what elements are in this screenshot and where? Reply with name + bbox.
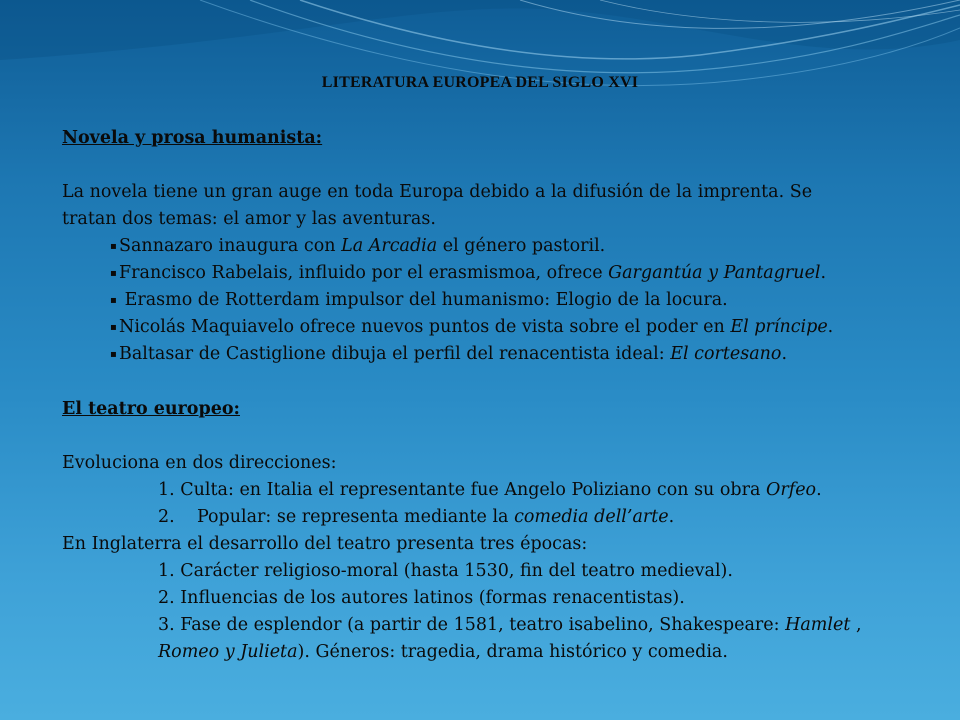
teatro-intro: Evoluciona en dos direcciones: xyxy=(62,453,337,473)
direction-item: 2. Popular: se representa mediante la comedia dell’arte. xyxy=(158,507,675,527)
square-bullet-icon: ▪ xyxy=(110,322,117,333)
square-bullet-icon: ▪ xyxy=(110,349,117,360)
heading-novela: Novela y prosa humanista: xyxy=(62,128,323,148)
epoca-item: 2. Influencias de los autores latinos (formas renacentistas). xyxy=(158,588,685,608)
epoca-item-continued: Romeo y Julieta). Géneros: tragedia, drama histórico y comedia. xyxy=(158,642,728,662)
bullet-item: ▪ Nicolás Maquiavelo ofrece nuevos puntos de vista sobre el poder en El príncipe. xyxy=(110,317,834,337)
bullet-item: ▪ Erasmo de Rotterdam impulsor del humanismo: Elogio de la locura. xyxy=(110,290,728,310)
square-bullet-icon: ▪ xyxy=(110,268,117,279)
bullet-item: ▪ Baltasar de Castiglione dibuja el perfil del renacentista ideal: El cortesano. xyxy=(110,344,788,364)
square-bullet-icon: ▪ xyxy=(110,295,117,306)
slide-title: LITERATURA EUROPEA DEL SIGLO XVI xyxy=(321,74,639,91)
novela-intro-line-2: tratan dos temas: el amor y las aventuras. xyxy=(62,209,436,229)
square-bullet-icon: ▪ xyxy=(110,241,117,252)
epoca-item: 3. Fase de esplendor (a partir de 1581, teatro isabelino, Shakespeare: Hamlet , xyxy=(158,615,862,635)
direction-item: 1. Culta: en Italia el representante fue Angelo Poliziano con su obra Orfeo. xyxy=(158,480,822,500)
bullet-item: ▪ Francisco Rabelais, influido por el erasmismoa, ofrece Gargantúa y Pantagruel. xyxy=(110,263,827,283)
novela-intro-line-1: La novela tiene un gran auge en toda Europa debido a la difusión de la imprenta. Se xyxy=(62,182,813,202)
heading-teatro: El teatro europeo: xyxy=(62,399,240,419)
inglaterra-intro: En Inglaterra el desarrollo del teatro presenta tres épocas: xyxy=(62,534,588,554)
epoca-item: 1. Carácter religioso-moral (hasta 1530, fin del teatro medieval). xyxy=(158,561,733,581)
bullet-item: ▪ Sannazaro inaugura con La Arcadia el género pastoril. xyxy=(110,236,606,256)
